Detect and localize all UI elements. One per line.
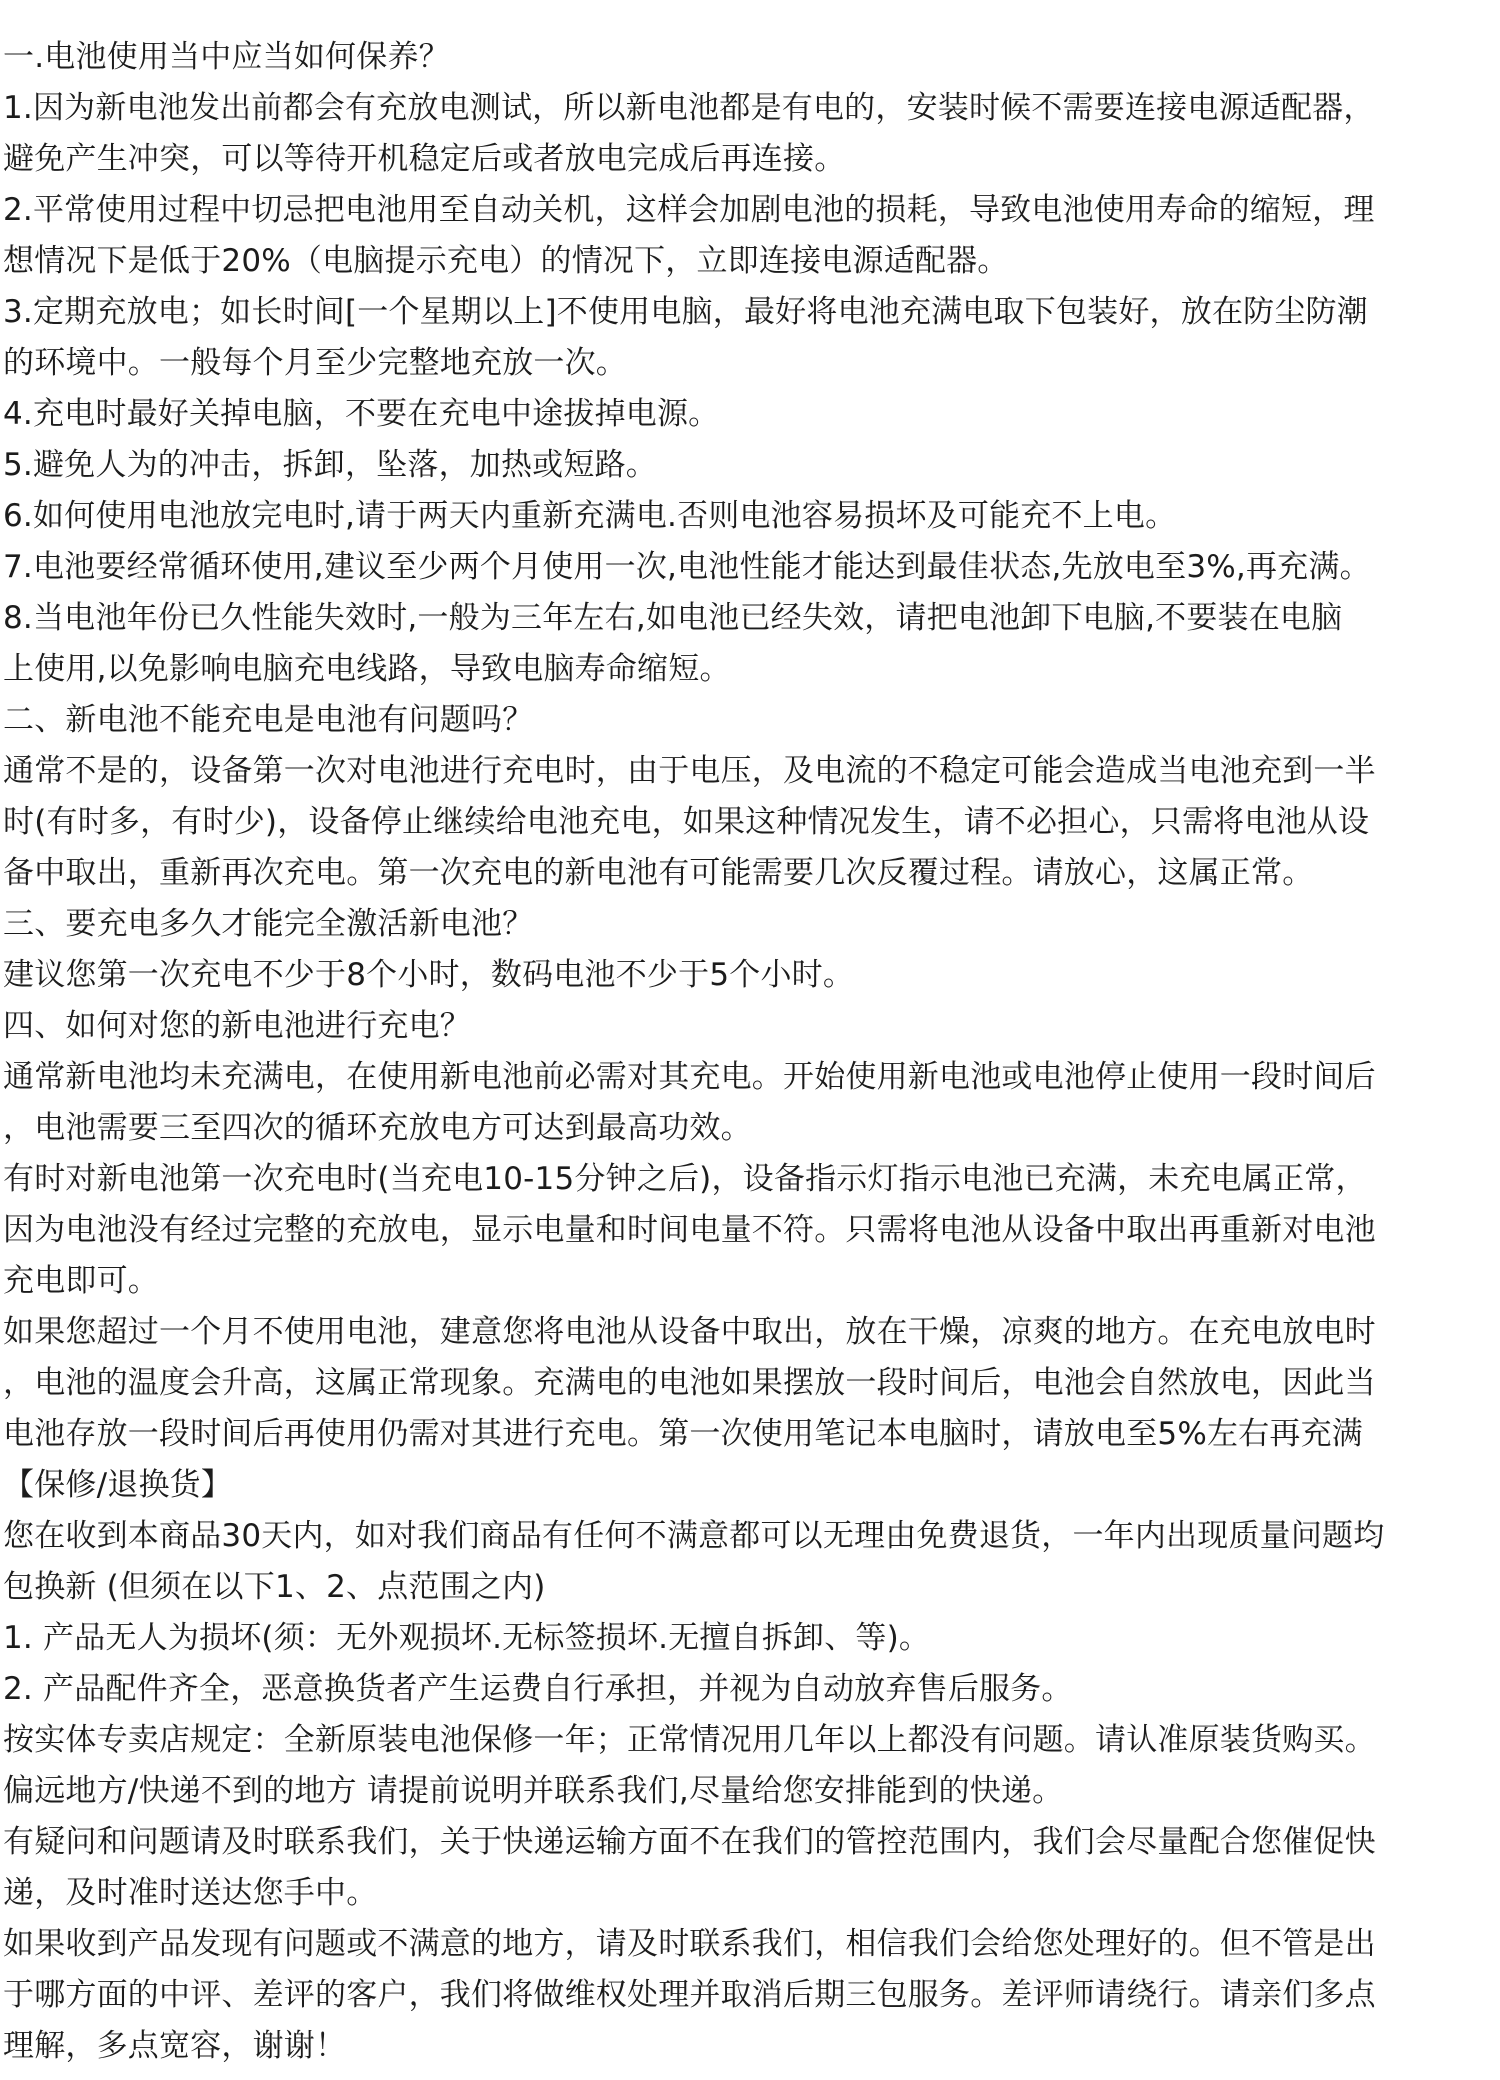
text-line: 通常新电池均未充满电，在使用新电池前必需对其充电。开始使用新电池或电池停止使用一段时间后 [3,1059,1376,1095]
text-line: 时(有时多，有时少)，设备停止继续给电池充电，如果这种情况发生，请不必担心，只需将电池从设 [3,804,1370,840]
text-line: 于哪方面的中评、差评的客户，我们将做维权处理并取消后期三包服务。差评师请绕行。请亲们多点 [3,1977,1376,2013]
text-line: 有时对新电池第一次充电时(当充电10-15分钟之后)，设备指示灯指示电池已充满，未充电属正常， [3,1161,1367,1197]
text-line: 有疑问和问题请及时联系我们，关于快递运输方面不在我们的管控范围内，我们会尽量配合您催促快 [3,1824,1376,1860]
text-line: 4.充电时最好关掉电脑，不要在充电中途拔掉电源。 [3,396,720,432]
text-line: 5.避免人为的冲击，拆卸，坠落，加热或短路。 [3,447,657,483]
text-line: 的环境中。一般每个月至少完整地充放一次。 [3,345,627,381]
text-line: 通常不是的，设备第一次对电池进行充电时，由于电压，及电流的不稳定可能会造成当电池充到一半 [3,753,1376,789]
text-line: 上使用,以免影响电脑充电线路，导致电脑寿命缩短。 [3,651,731,687]
text-line: 二、新电池不能充电是电池有问题吗？ [3,702,534,738]
text-line: ，电池需要三至四次的循环充放电方可达到最高功效。 [3,1110,752,1146]
text-line: 7.电池要经常循环使用,建议至少两个月使用一次,电池性能才能达到最佳状态,先放电至3%,再充满。 [3,549,1371,585]
text-line: 2. 产品配件齐全，恶意换货者产生运费自行承担，并视为自动放弃售后服务。 [3,1671,1073,1707]
text-line: 包换新 (但须在以下1、2、点范围之内) [3,1569,546,1605]
text-line: 备中取出，重新再次充电。第一次充电的新电池有可能需要几次反覆过程。请放心，这属正常。 [3,855,1314,891]
text-line: 充电即可。 [3,1263,159,1299]
text-line: 6.如何使用电池放完电时,请于两天内重新充满电.否则电池容易损坏及可能充不上电。 [3,498,1177,534]
text-line: ，电池的温度会升高，这属正常现象。充满电的电池如果摆放一段时间后，电池会自然放电，因此当 [3,1365,1376,1401]
text-line: 一.电池使用当中应当如何保养？ [3,39,450,75]
text-line: 偏远地方/快递不到的地方 请提前说明并联系我们,尽量给您安排能到的快递。 [3,1773,1064,1809]
text-line: 8.当电池年份已久性能失效时,一般为三年左右,如电池已经失效，请把电池卸下电脑,不要装在电脑 [3,600,1343,636]
text-line: 【保修/退换货】 [3,1467,233,1503]
text-line: 三、要充电多久才能完全激活新电池？ [3,906,534,942]
text-line: 1. 产品无人为损坏(须：无外观损坏.无标签损坏.无擅自拆卸、等)。 [3,1620,931,1656]
text-line: 您在收到本商品30天内，如对我们商品有任何不满意都可以无理由免费退货，一年内出现质量问题均 [3,1518,1385,1554]
text-line: 理解，多点宽容，谢谢！ [3,2028,347,2064]
text-line: 四、如何对您的新电池进行充电？ [3,1008,471,1044]
text-line: 2.平常使用过程中切忌把电池用至自动关机，这样会加剧电池的损耗，导致电池使用寿命的缩短，理 [3,192,1375,228]
text-line: 递，及时准时送达您手中。 [3,1875,378,1911]
text-line: 如果您超过一个月不使用电池，建意您将电池从设备中取出，放在干燥，凉爽的地方。在充电放电时 [3,1314,1376,1350]
text-line: 1.因为新电池发出前都会有充放电测试，所以新电池都是有电的，安装时候不需要连接电源适配器， [3,90,1375,126]
text-line: 因为电池没有经过完整的充放电，显示电量和时间电量不符。只需将电池从设备中取出再重新对电池 [3,1212,1376,1248]
text-line: 如果收到产品发现有问题或不满意的地方，请及时联系我们，相信我们会给您处理好的。但不管是出 [3,1926,1376,1962]
text-line: 3.定期充放电；如长时间[一个星期以上]不使用电脑，最好将电池充满电取下包装好，放在防尘防潮 [3,294,1368,330]
text-line: 按实体专卖店规定：全新原装电池保修一年；正常情况用几年以上都没有问题。请认准原装货购买。 [3,1722,1376,1758]
text-line: 电池存放一段时间后再使用仍需对其进行充电。第一次使用笔记本电脑时，请放电至5%左右再充满 [3,1416,1363,1452]
text-line: 避免产生冲突，可以等待开机稳定后或者放电完成后再连接。 [3,141,846,177]
text-line: 想情况下是低于20%（电脑提示充电）的情况下，立即连接电源适配器。 [3,243,1009,279]
battery-notice-document [3,32,1497,2072]
text-line: 建议您第一次充电不少于8个小时，数码电池不少于5个小时。 [3,957,855,993]
